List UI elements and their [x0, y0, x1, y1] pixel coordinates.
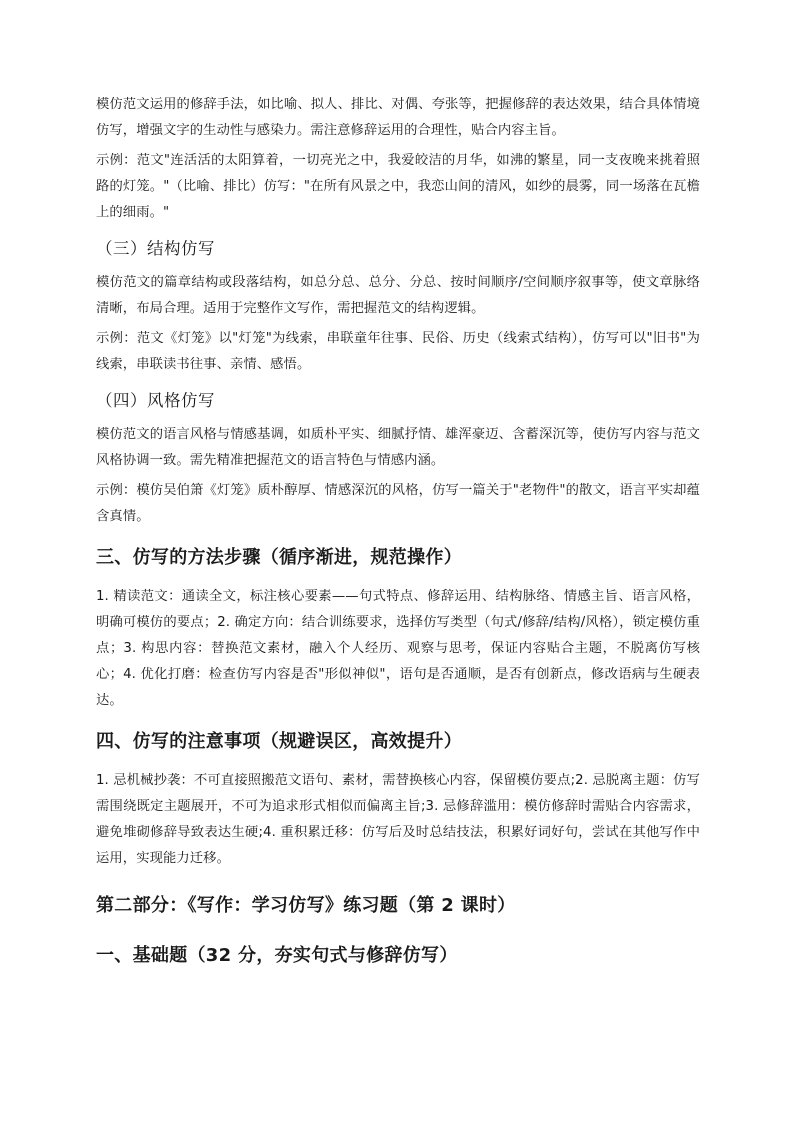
method-steps-heading: 三、仿写的方法步骤（循序渐进，规范操作） — [96, 547, 462, 568]
style-example-paragraph: 示例：模仿吴伯箫《灯笼》质朴醇厚、情感深沉的风格，仿写一篇关于"老物件"的散文，语言平实却蕴含真情。 — [96, 483, 700, 524]
rhetoric-example-paragraph: 示例：范文"连活活的太阳算着，一切亮光之中，我爱皎洁的月华，如沸的繁星，同一支夜晚来挑着照路的灯笼。"（比喻、排比）仿写："在所有风景之中，我恋山间的清风，如纱的晨雾，同一场落在瓦檐上的细雨。" — [96, 153, 700, 220]
structure-imitation-paragraph: 模仿范文的篇章结构或段落结构，如总分总、总分、分总、按时间顺序/空间顺序叙事等，使文章脉络清晰，布局合理。适用于完整作文写作，需把握范文的结构逻辑。 — [96, 275, 700, 316]
part-two-heading: 第二部分：《写作：学习仿写》练习题（第 2 课时） — [96, 895, 516, 916]
structure-example-paragraph: 示例：范文《灯笼》以"灯笼"为线索，串联童年往事、民俗、历史（线索式结构），仿写可以"旧书"为线索，串联读书往事、亲情、感悟。 — [96, 331, 700, 372]
style-imitation-heading: （四）风格仿写 — [96, 391, 215, 410]
method-steps-paragraph: 1. 精读范文：通读全文，标注核心要素——句式特点、修辞运用、结构脉络、情感主旨、语言风格，明确可模仿的要点；2. 确定方向：结合训练要求，选择仿写类型（句式/修辞/结构/风格），锁定模仿重点；3. 构思内容：替换范文素材，融入个人经历、观察与思考，保证内容贴合主题，不脱离仿写核心；4. 优化打磨：检查仿写内容是否"形似神似"，语句是否通顺，是否有创新点，修改语病与生硬表达。 — [96, 589, 700, 708]
structure-imitation-heading: （三）结构仿写 — [96, 239, 215, 258]
basic-questions-heading: 一、基础题（32 分，夯实句式与修辞仿写） — [96, 945, 458, 966]
notes-paragraph: 1. 忌机械抄袭：不可直接照搬范文语句、素材，需替换核心内容，保留模仿要点;2. 忌脱离主题：仿写需围绕既定主题展开，不可为追求形式相似而偏离主旨;3. 忌修辞滥用：模仿修辞时需贴合内容需求，避免堆砌修辞导致表达生硬;4. 重积累迁移：仿写后及时总结技法，积累好词好句，尝试在其他写作中运用，实现能力迁移。 — [96, 773, 700, 866]
rhetoric-imitation-paragraph: 模仿范文运用的修辞手法，如比喻、拟人、排比、对偶、夸张等，把握修辞的表达效果，结合具体情境仿写，增强文字的生动性与感染力。需注意修辞运用的合理性，贴合内容主旨。 — [96, 97, 700, 138]
document-page — [96, 92, 700, 972]
notes-heading: 四、仿写的注意事项（规避误区，高效提升） — [96, 731, 462, 752]
style-imitation-paragraph: 模仿范文的语言风格与情感基调，如质朴平实、细腻抒情、雄浑豪迈、含蓄深沉等，使仿写内容与范文风格协调一致。需先精准把握范文的语言特色与情感内涵。 — [96, 427, 700, 468]
